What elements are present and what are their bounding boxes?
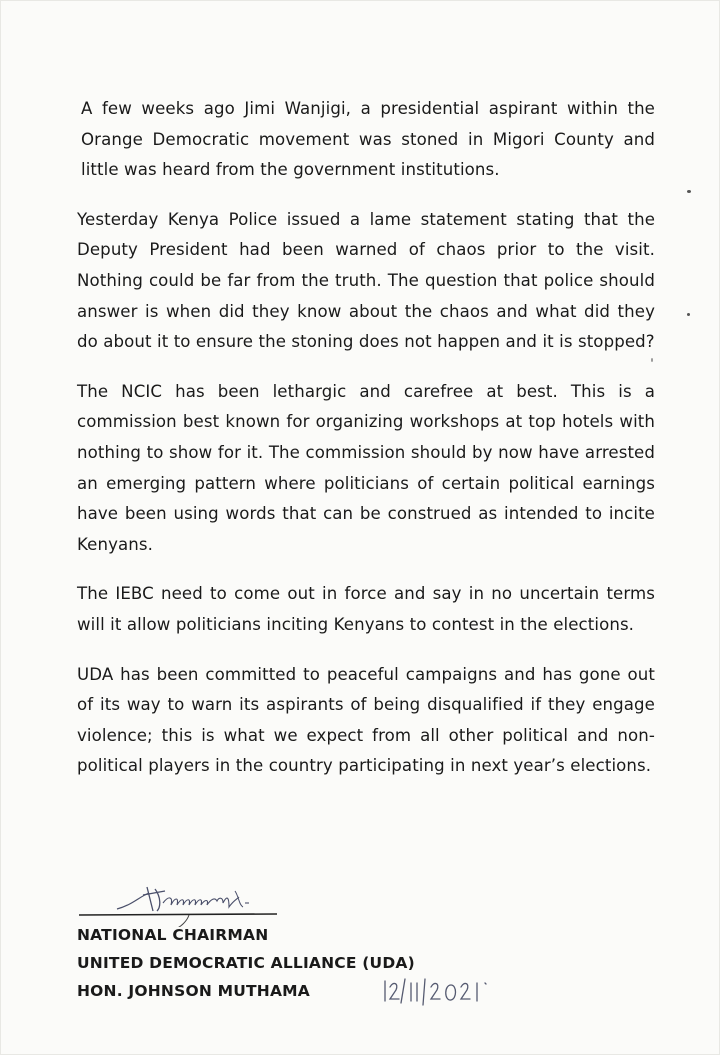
paper-speck	[687, 190, 691, 193]
signatory-title: NATIONAL CHAIRMAN	[77, 926, 269, 944]
paragraph-uda-commitment: UDA has been committed to peaceful campaigns and has gone out of its way to warn its aspirants of being disqualified if they engage violence; this is what we expect from all other political and non-political players in the country participating in next year’s elections.	[77, 664, 655, 776]
paragraph-iebc: The IEBC need to come out in force and say in no uncertain terms will it allow politicians inciting Kenyans to contest in the elections.	[77, 584, 655, 634]
handwritten-date	[379, 973, 519, 1009]
paragraph-police-statement: Yesterday Kenya Police issued a lame statement stating that the Deputy President had been warned of chaos prior to the visit. Nothing could be far from the truth. The question that police should answer is when did they know about the chaos and what did they do about it to ensure the stoning does not happen and it is stopped?	[77, 209, 655, 352]
signatory-name: HON. JOHNSON MUTHAMA	[77, 982, 310, 1000]
signatory-organization: UNITED DEMOCRATIC ALLIANCE (UDA)	[77, 954, 415, 972]
paper-speck	[687, 313, 690, 316]
handwritten-signature	[77, 867, 307, 927]
paragraph-migori-stoning: A few weeks ago Jimi Wanjigi, a presidential aspirant within the Orange Democratic movement was stoned in Migori County and little was heard from the government institutions.	[81, 99, 655, 180]
paragraph-ncic: The NCIC has been lethargic and carefree at best. This is a commission best known for organizing workshops at top hotels with nothing to show for it. The commission should by now have arrested an emerging pattern where politicians of certain political earnings have been using words that can be construed as intended to incite Kenyans.	[77, 381, 655, 554]
paper-speck	[651, 358, 653, 362]
letter-body	[77, 94, 655, 801]
